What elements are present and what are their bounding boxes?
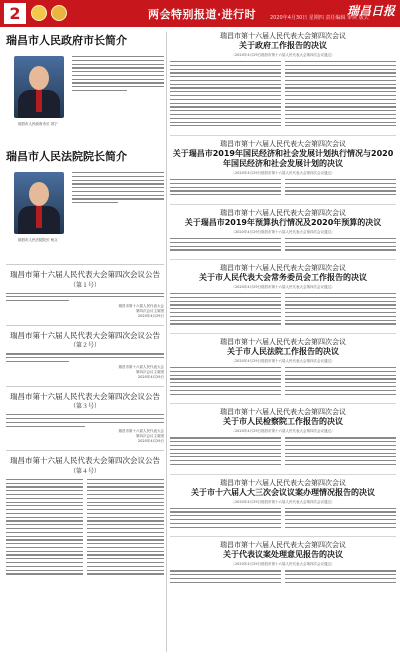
resolution-body: [170, 293, 396, 327]
mayor-photo: [14, 56, 64, 118]
resolution-preheading: 瑞昌市第十六届人民代表大会第四次会议: [220, 264, 346, 273]
resolution-title: 关于市人民法院工作报告的决议: [227, 347, 339, 357]
section-title: 两会特别报道·进行时: [148, 8, 257, 21]
resolution-title: 关于瑞昌市2019年国民经济和社会发展计划执行情况与2020年国民经济和社会发展计划的决议: [172, 149, 394, 169]
resolution-title: 关于瑞昌市2019年预算执行情况及2020年预算的决议: [184, 217, 382, 227]
court-bio-text: [72, 172, 164, 206]
resolution-body: [170, 508, 396, 531]
resolution-subtitle: （2020年4月29日瑞昌市第十六届人民代表大会第四次会议通过）: [231, 562, 335, 567]
resolution-preheading: 瑞昌市第十六届人民代表大会第四次会议: [220, 208, 346, 217]
announcement-body: [6, 353, 164, 362]
resolution-body: [170, 238, 396, 253]
mayor-bio-title: 瑞昌市人民政府市长简介: [6, 34, 127, 47]
court-president-photo: [14, 172, 64, 234]
national-emblem-icon: [31, 5, 47, 21]
resolution-title: 关于市十六届人大三次会议议案办理情况报告的决议: [191, 487, 375, 497]
announcement-2: [6, 331, 164, 380]
resolution-preheading: 瑞昌市第十六届人民代表大会第四次会议: [220, 478, 346, 487]
column-divider: [166, 32, 167, 652]
announcement-title: 瑞昌市第十六届人民代表大会第四次会议公告: [10, 330, 160, 340]
resolution-subtitle: （2020年4月29日瑞昌市第十六届人民代表大会第四次会议通过）: [231, 499, 335, 504]
resolution-body: [170, 570, 396, 585]
announcement-1: [6, 270, 164, 319]
page-number: 2: [4, 3, 26, 24]
announcement-signature: 瑞昌市第十六届人民代表大会 第四次会议主席团 2020年4月29日: [118, 429, 164, 444]
resolution-subtitle: （2020年4月29日瑞昌市第十六届人民代表大会第四次会议通过）: [231, 285, 335, 290]
announcement-body: [6, 414, 164, 427]
resolution-title: 关于市人民检察院工作报告的决议: [223, 417, 343, 427]
announcement-title: 瑞昌市第十六届人民代表大会第四次会议公告: [10, 270, 160, 279]
resolution-subtitle: （2020年4月29日瑞昌市第十六届人民代表大会第四次会议通过）: [231, 171, 335, 176]
announcement-number: （第４号）: [69, 467, 100, 475]
resolution-subtitle: （2020年4月29日瑞昌市第十六届人民代表大会第四次会议通过）: [231, 429, 335, 434]
resolution-1: [170, 32, 396, 129]
mayor-bio-text: [72, 56, 164, 94]
resolution-preheading: 瑞昌市第十六届人民代表大会第四次会议: [220, 408, 346, 417]
resolution-6: [170, 408, 396, 467]
mayor-photo-caption: 瑞昌市人民政府市长 刘宁: [18, 122, 58, 126]
announcement-number: （第２号）: [69, 342, 100, 350]
announcement-body: [6, 293, 164, 302]
announcement-title: 瑞昌市第十六届人民代表大会第四次会议公告: [10, 391, 160, 401]
party-emblem-icon: [51, 5, 67, 21]
announcement-3: [6, 392, 164, 445]
resolution-body: [170, 367, 396, 397]
announcement-4: [6, 456, 164, 577]
resolution-3: [170, 209, 396, 253]
court-bio: [6, 168, 164, 258]
resolution-subtitle: （2020年4月29日瑞昌市第十六届人民代表大会第四次会议通过）: [231, 53, 335, 57]
resolution-7: [170, 479, 396, 531]
announcement-signature: 瑞昌市第十六届人民代表大会 第四次会议主席团 2020年4月29日: [118, 364, 164, 379]
announcement-number: （第１号）: [69, 281, 100, 289]
resolution-title: 关于政府工作报告的决议: [239, 41, 327, 50]
announcement-body: [6, 479, 164, 577]
court-bio-title: 瑞昌市人民法院院长简介: [6, 150, 127, 163]
resolution-title: 关于代表议案处理意见报告的决议: [223, 550, 343, 560]
dateline: 2020年4月30日 星期四 责任编辑 审读 版式: [270, 15, 369, 21]
right-column: [170, 32, 396, 591]
announcement-number: （第３号）: [69, 403, 100, 411]
resolution-5: [170, 338, 396, 397]
resolution-8: [170, 541, 396, 585]
resolution-body: [170, 179, 396, 198]
resolution-preheading: 瑞昌市第十六届人民代表大会第四次会议: [220, 541, 346, 550]
resolution-4: [170, 264, 396, 327]
masthead: [0, 0, 400, 27]
resolution-preheading: 瑞昌市第十六届人民代表大会第四次会议: [220, 140, 346, 149]
mayor-bio: [6, 52, 164, 142]
resolution-subtitle: （2020年4月29日瑞昌市第十六届人民代表大会第四次会议通过）: [231, 229, 335, 234]
announcement-signature: 瑞昌市第十六届人民代表大会 第四次会议主席团 2020年4月29日: [118, 303, 164, 318]
resolution-body: [170, 61, 396, 129]
resolution-body: [170, 437, 396, 467]
resolution-2: [170, 140, 396, 198]
announcement-title: 瑞昌市第十六届人民代表大会第四次会议公告: [10, 456, 160, 466]
court-photo-caption: 瑞昌市人民法院院长 杨文: [18, 238, 58, 242]
newspaper-brand: 瑞昌日报: [346, 4, 395, 18]
resolution-title: 关于市人民代表大会常务委员会工作报告的决议: [199, 273, 367, 283]
left-column: [6, 32, 164, 583]
resolution-preheading: 瑞昌市第十六届人民代表大会第四次会议: [220, 32, 346, 40]
resolution-preheading: 瑞昌市第十六届人民代表大会第四次会议: [220, 338, 346, 347]
resolution-subtitle: （2020年4月29日瑞昌市第十六届人民代表大会第四次会议通过）: [231, 359, 335, 364]
